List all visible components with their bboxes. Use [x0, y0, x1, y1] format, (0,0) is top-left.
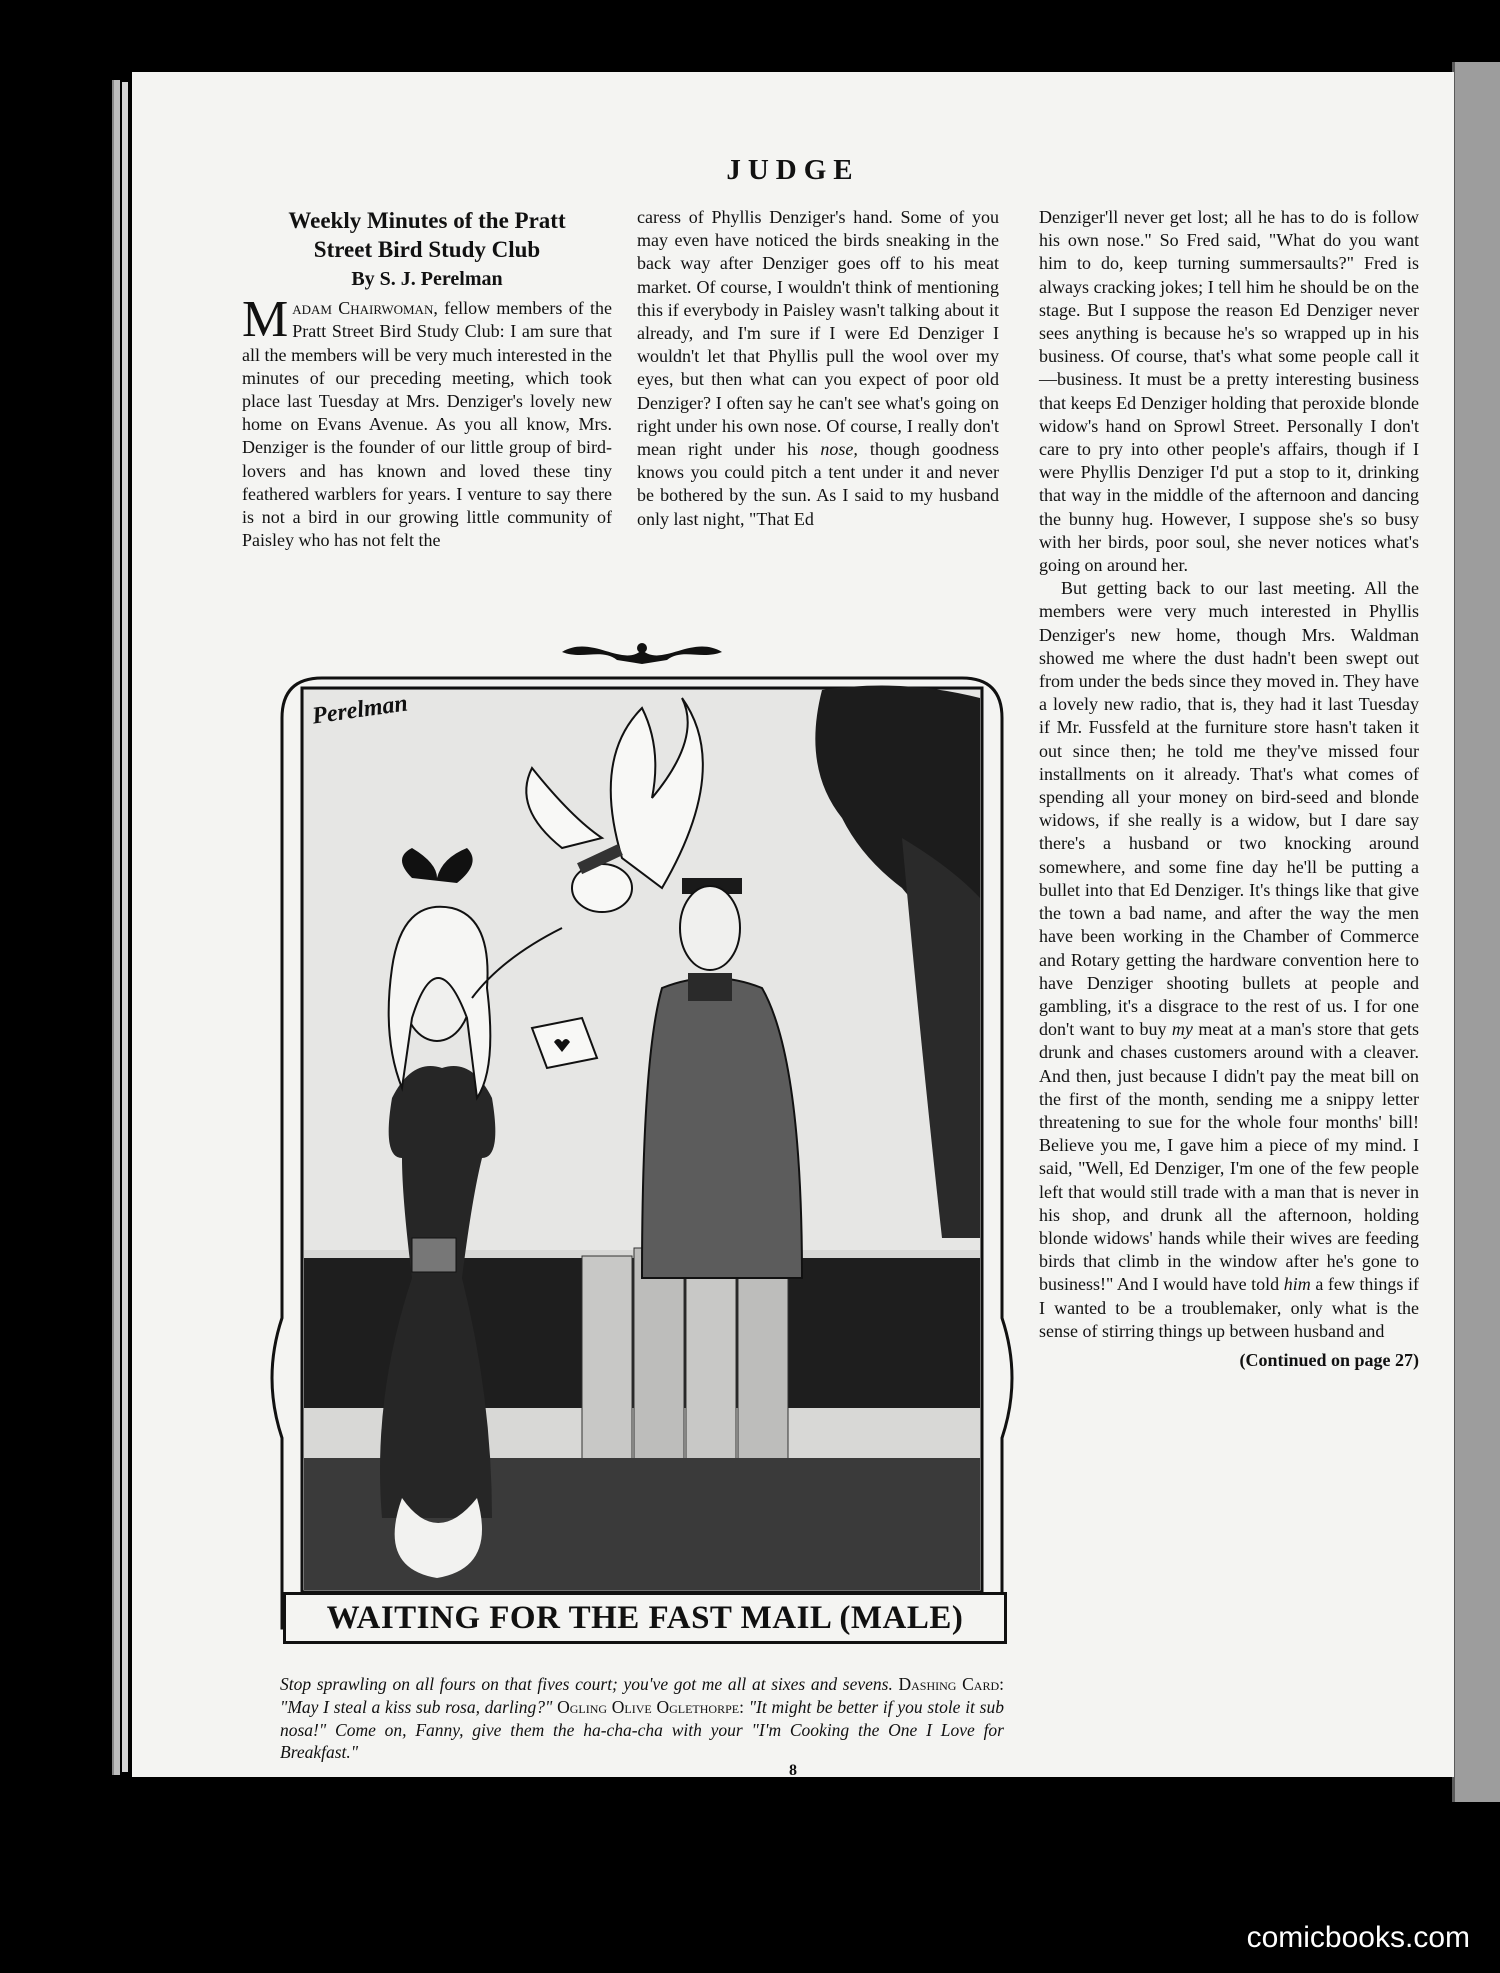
- salutation: adam Chairwoman,: [292, 298, 438, 319]
- article-paragraph: [242, 291, 612, 552]
- paragraph-text: a few things if I wanted to be a troublemaker, only what is the sense of stirring things up between husband and: [1039, 1274, 1419, 1341]
- byline: By S. J. Perelman: [351, 268, 503, 290]
- article-paragraph: [1039, 577, 1419, 1343]
- emphasis: my: [1171, 1019, 1193, 1040]
- binding-edge: [1452, 62, 1500, 1802]
- paragraph-text: though goodness knows you could pitch a tent under it and never be bothered by the sun. As I said to my husband only last night, "That Ed: [637, 439, 1000, 529]
- paragraph-text: caress of Phyllis Denziger's hand. Some of you may even have noticed the birds sneaking in the back way after Denziger goes off to his meat market. Of course, I wouldn't think of mentioning this if everybody in Paisley wasn't talking about it already, and I'm sure if I were Ed Denziger I wouldn't let that Phyllis pull the wool over my eyes, but then what can you expect of poor old Denziger? I often say he can't see what's going on right under his own nose. Of course, I really don't mean right under his: [637, 207, 999, 460]
- article-column-3: [1039, 206, 1419, 1372]
- continued-page-number: 27: [1395, 1349, 1413, 1370]
- speaker-name: Dashing Card:: [898, 1674, 1004, 1694]
- filler-text: "May I steal a kiss sub rosa, darling?": [280, 1696, 558, 1717]
- emphasis: him: [1283, 1274, 1311, 1295]
- article-paragraph: [637, 206, 999, 531]
- page-number: 8: [789, 1762, 797, 1779]
- humor-filler: [280, 1673, 1004, 1764]
- article-title: [242, 206, 612, 264]
- paragraph-text: meat at a man's store that gets drunk and chases customers around with a cleaver. And then, just because I didn't pay the meat bill on the first of the month, sending me a snippy letter threatening to sue for the whole four months' bill! Believe you me, I gave him a piece of my mind. I said, "Well, Ed Denziger, I'm one of the few people left that would still trade with a man that is never in his shop, and drunk all the afternoon, holding blonde widows' hands while their wives are feeding birds that climb in the window after he's gone to business!" And I would have told: [1039, 1019, 1419, 1295]
- article-column-1: [242, 206, 612, 552]
- paragraph-text: Denziger'll never get lost; all he has to do is follow his own nose." So Fred said, "What do you want him to do, keep turning summersaults?" Fred is always cracking jokes; I tell him he should be on the stage. But I suppose the reason Ed Denziger never sees anything is because he's so wrapped up in his business. Of course, that's what some people call it—business. It must be a pretty interesting business that keeps Ed Denziger holding that peroxide blonde widow's hand on Sprowl Street. Personally I don't care to pry into other people's affairs, though if I were Phyllis Denziger I'd put a stop to it, drinking that way in the middle of the afternoon and dancing the bunny hug. However, I suppose she's so busy with her birds, poor soul, she never notices what's going on around her.: [1039, 207, 1419, 576]
- running-head: JUDGE: [726, 154, 860, 186]
- article-title-line-1: Weekly Minutes of the Pratt: [288, 208, 566, 233]
- continued-note: [1039, 1349, 1419, 1372]
- continued-label: (Continued on page: [1239, 1349, 1395, 1370]
- filler-text: Stop sprawling on all fours on that fives court; you've got me all at sixes and sevens.: [280, 1674, 899, 1694]
- page-edge: [122, 82, 128, 1772]
- cartoon-illustration: [262, 638, 1022, 1643]
- article-column-2: [637, 206, 999, 531]
- article-paragraph: [1039, 206, 1419, 577]
- cartoon-caption: WAITING FOR THE FAST MAIL (MALE): [283, 1592, 1007, 1644]
- paragraph-text: fellow members of the Pratt Street Bird Study Club: I am sure that all the members will be very much interested in the minutes of our preceding meeting, which took place last Tuesday at Mrs. Denziger's lovely new home on Evans Avenue. As you all know, Mrs. Denziger is the founder of our little group of bird-lovers and has known and loved these tiny feathered warblers for years. I venture to say there is not a bird in our growing little community of Paisley who has not felt the: [242, 298, 612, 551]
- watermark: comicbooks.com: [1246, 1921, 1470, 1954]
- artist-signature: Perelman: [310, 690, 410, 730]
- scan-border: [0, 0, 105, 1973]
- article-title-line-2: Street Bird Study Club: [313, 237, 541, 262]
- ornament: [562, 643, 722, 664]
- speaker-name: Ogling Olive Oglethorpe:: [557, 1696, 744, 1717]
- filler-text: "It might be better if you stole it sub nosa!" Come on, Fanny, give them the ha-cha-cha with your "I'm Cooking the One I Love for Breakfast.": [280, 1696, 1004, 1763]
- paragraph-text: But getting back to our last meeting. All the members were very much interested in Phyllis Denziger's new home, though Mrs. Waldman showed me where the dust hadn't been swept out from under the beds since they moved in. They have a lovely new radio, that is, they had it last Tuesday if Mr. Fussfeld at the furniture store hasn't taken it out since then; he told me they've missed four installments on it already. That's what comes of spending all your money on bird-seed and blonde widows, if she really is a widow, but I dare say there's a husband or two knocking around somewhere, and some fine day he'll be putting a bullet into that Ed Denziger. It's things like that give the town a bad name, and after the way the men have been working in the Chamber of Commerce and Rotary getting the hardware convention here to have Denziger shooting bullets at people and gambling, it's a disgrace to the rest of us. I for one don't want to buy: [1039, 578, 1419, 1040]
- emphasis: nose,: [820, 439, 858, 460]
- drop-cap: M: [242, 291, 289, 349]
- page-edge: [112, 80, 120, 1775]
- continued-close: ): [1413, 1349, 1419, 1370]
- magazine-page: [132, 72, 1454, 1777]
